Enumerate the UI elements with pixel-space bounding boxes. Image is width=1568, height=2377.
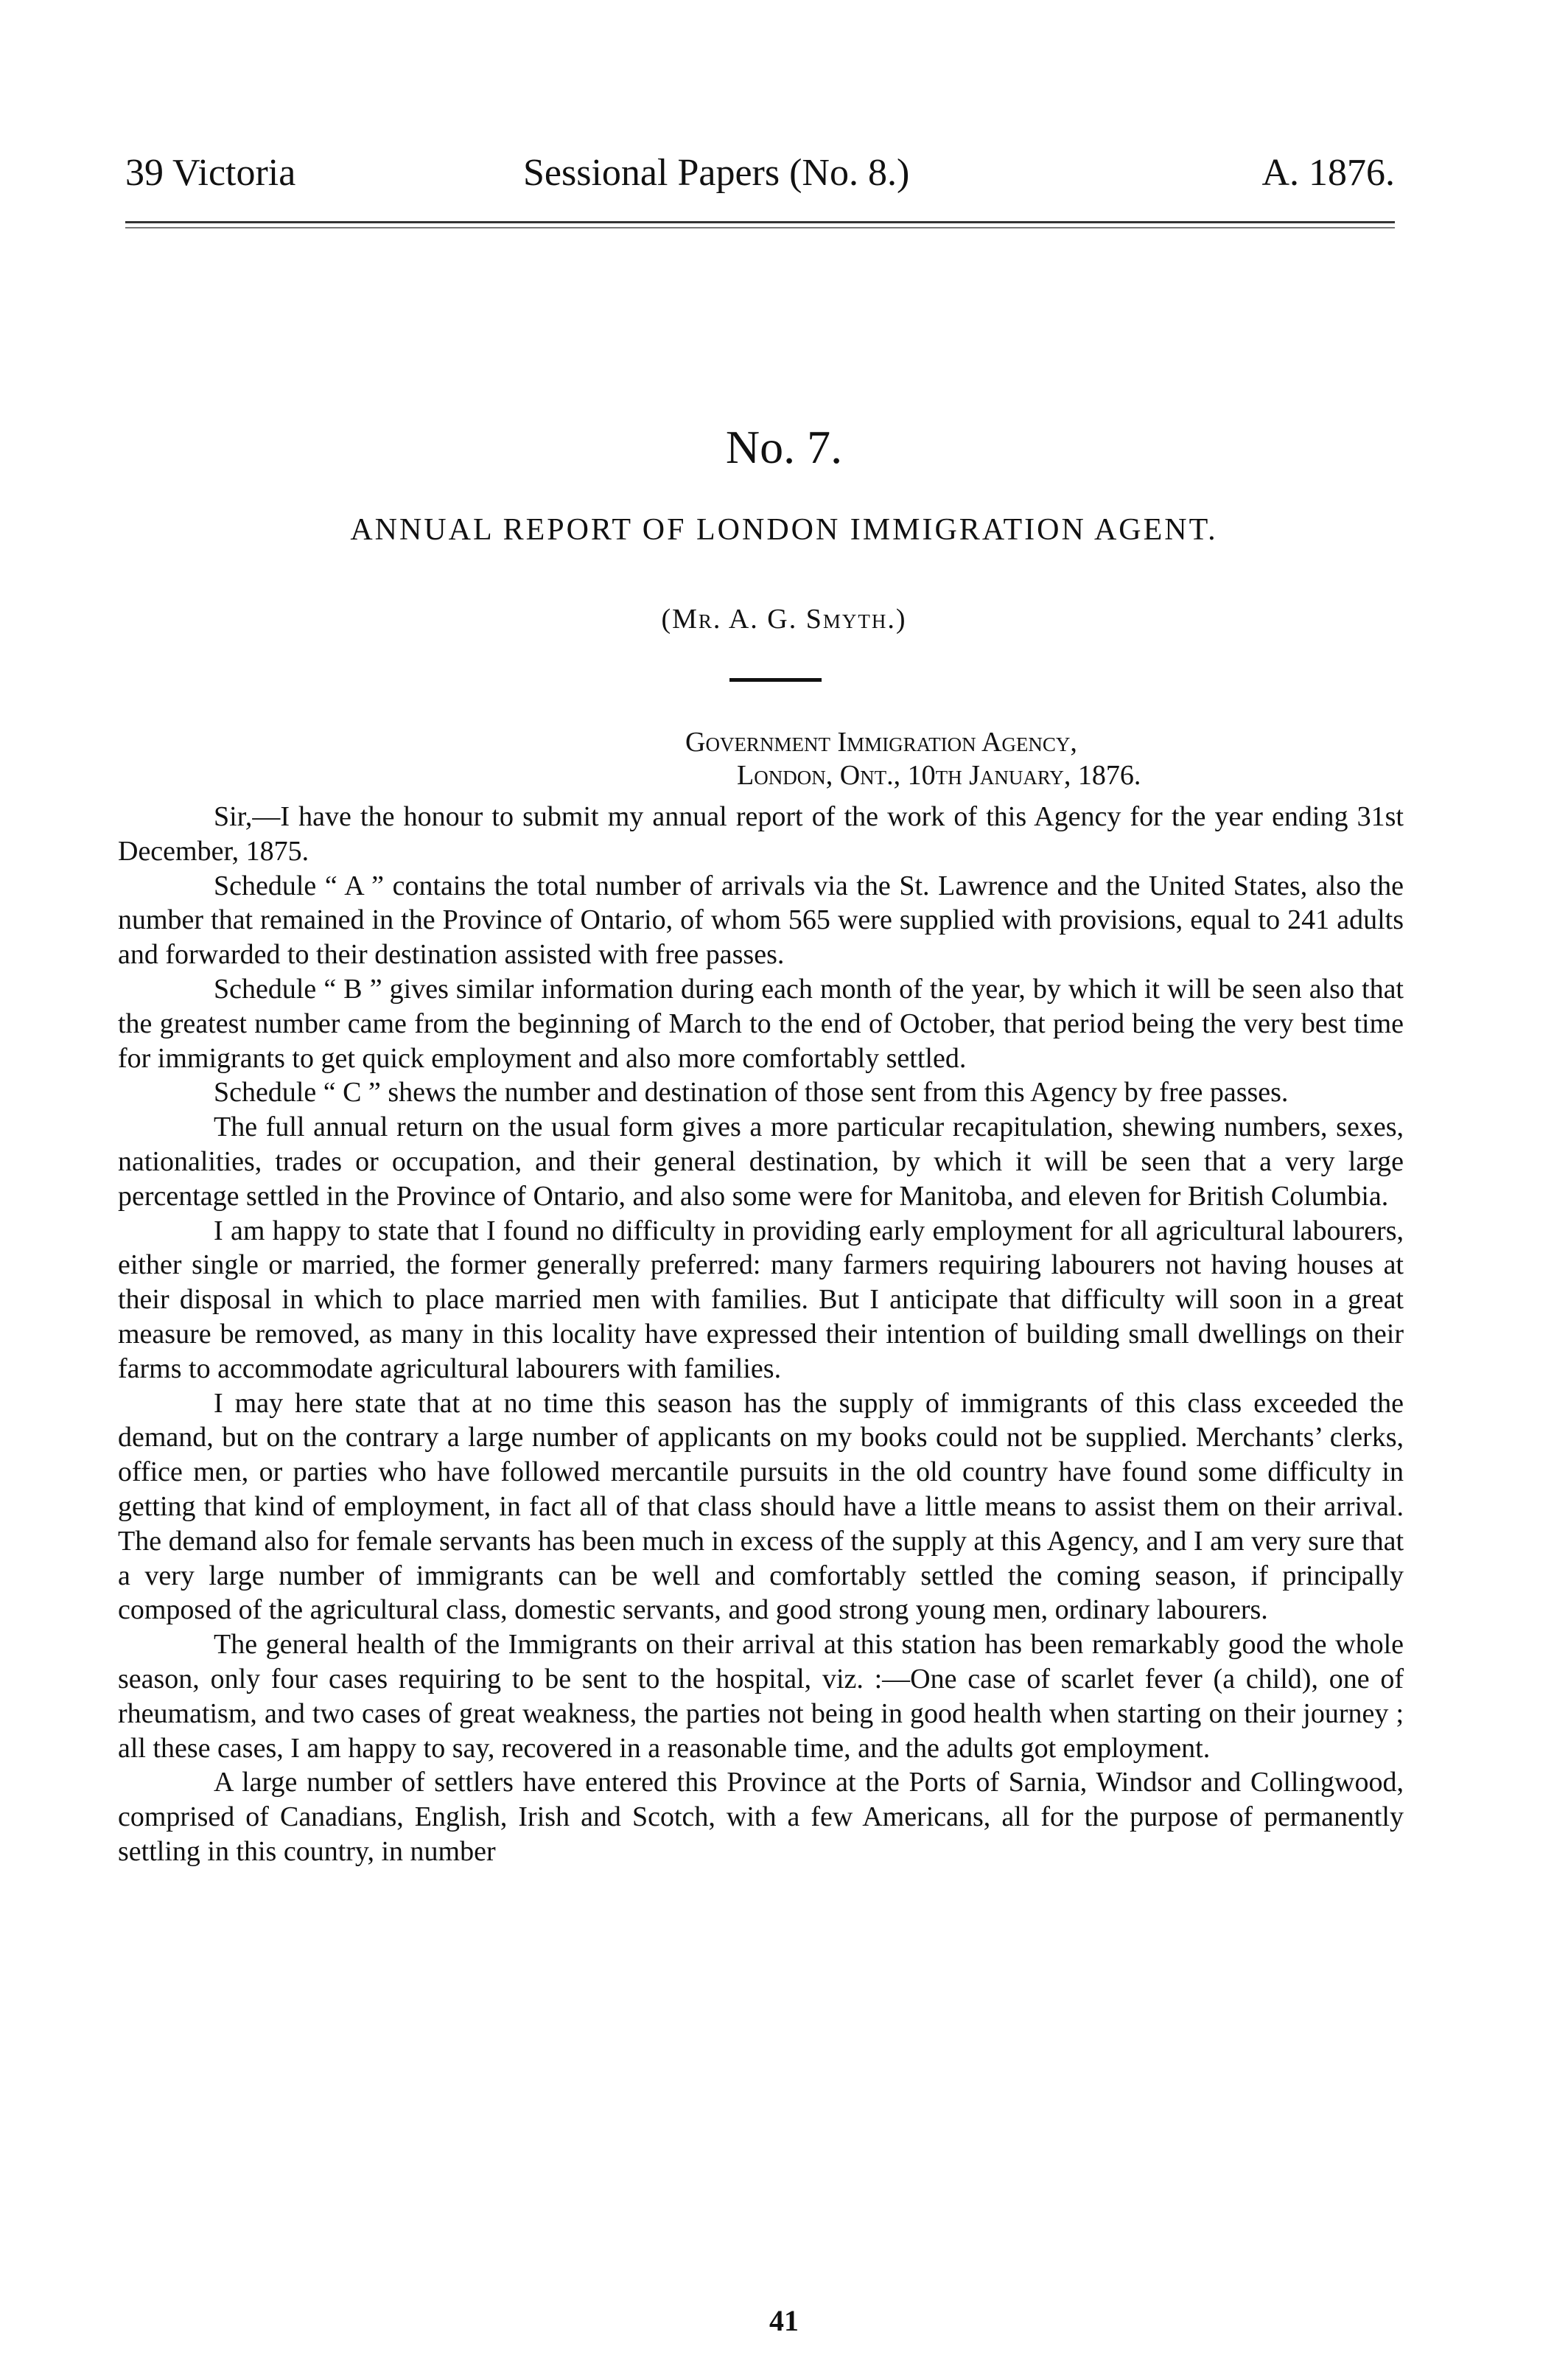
paragraph: Sir,—I have the honour to submit my annual report of the work of this Agency for the year ending 31st December, 1875. (118, 801, 1404, 867)
paragraph: Schedule “ C ” shews the number and destination of those sent from this Agency by free passes. (214, 1077, 1289, 1109)
header-rule-thin (125, 227, 1395, 228)
paragraph: Schedule “ B ” gives similar information during each month of the year, by which it will be seen also that the greatest number came from the beginning of March to the end of October, that period being the very best time for immigrants to get quick employment and also more comfortably settled. (118, 973, 1404, 1074)
document-number: No. 7. (725, 421, 843, 473)
header-rule (125, 221, 1395, 223)
paragraph: A large number of settlers have entered this Province at the Ports of Sarnia, Windsor and Collingwood, comprised of Canadians, English, Irish and Scotch, with a few Americans, all for the purpose of permanently settling in this country, in number (118, 1767, 1404, 1867)
paragraph: I may here state that at no time this season has the supply of immigrants of this class exceeded the demand, but on the contrary a large number of applicants on my books could not be supplied. Merchants’ clerks, office men, or parties who have followed mercantile pursuits in the old country have found some difficulty in getting that kind of employment, in fact all of that class should have a little means to assist them on their arrival. The demand also for female servants has been much in excess of the supply at this Agency, and I am very sure that a very large number of immigrants can be well and comfortably settled the coming season, if principally composed of the agricultural class, domestic servants, and good strong young men, ordinary labourers. (118, 1387, 1404, 1626)
header-sessional-papers: Sessional Papers (No. 8.) (523, 152, 910, 194)
paragraph: The full annual return on the usual form gives a more particular recapitulation, shewing numbers, sexes, nationalities, trades or occupation, and their general destination, by which it will be seen that a very large percentage settled in the Province of Ontario, and also some were for Manitoba, and eleven for British Columbia. (118, 1111, 1404, 1212)
dateline-place-date: London, Ont., 10th January, 1876. (737, 760, 1141, 791)
header-year: A. 1876. (1261, 152, 1395, 194)
page-number: 41 (769, 2304, 799, 2337)
paragraph: I am happy to state that I found no difficulty in providing early employment for all agricultural labourers, either single or married, the former generally preferred: many farmers requiring labourers not having houses at their disposal in which to place married men with families. But I anticipate that difficulty will soon in a great measure be removed, as many in this locality have expressed their intention of building small dwellings on their farms to accommodate agricultural labourers with families. (118, 1215, 1404, 1384)
dateline-agency: Government Immigration Agency, (685, 727, 1077, 758)
running-header (125, 151, 1395, 203)
document-title: ANNUAL REPORT OF LONDON IMMIGRATION AGENT. (350, 513, 1218, 547)
document-author: (Mr. A. G. Smyth.) (661, 604, 907, 635)
header-session: 39 Victoria (125, 152, 296, 194)
report-body (118, 800, 1404, 1869)
section-divider (729, 678, 822, 682)
paragraph: Schedule “ A ” contains the total number of arrivals via the St. Lawrence and the United States, also the number that remained in the Province of Ontario, of whom 565 were supplied with provisions, equal to 241 adults and forwarded to their destination assisted with free passes. (118, 870, 1404, 971)
paragraph: The general health of the Immigrants on their arrival at this station has been remarkably good the whole season, only four cases requiring to be sent to the hospital, viz. :—One case of scarlet fever (a child), one of rheumatism, and two cases of great weakness, the parties not being in good health when starting on their journey ; all these cases, I am happy to say, recovered in a reasonable time, and the adults got employment. (118, 1629, 1404, 1764)
